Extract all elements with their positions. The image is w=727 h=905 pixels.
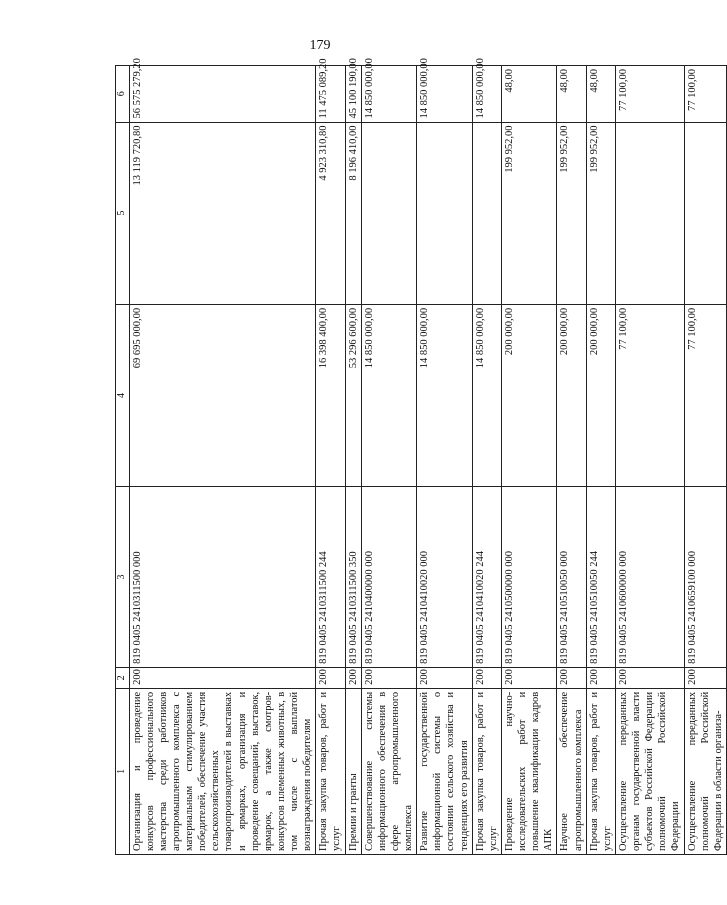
table-row [615,66,684,855]
row-kbk-cell: 819 0405 2410311500 350 [345,487,361,668]
row-code-cell: 200 [129,667,316,688]
row-code-cell: 200 [417,667,473,688]
row-remainder-cell: 45 100 190,00 [345,66,361,123]
row-code-cell: 200 [501,667,557,688]
row-plan-cell: 200 000,00 [557,304,586,486]
table-row [684,66,726,855]
table-row [417,66,473,855]
row-executed-cell [472,122,501,304]
table-row [557,66,586,855]
row-code-cell: 200 [472,667,501,688]
row-code-cell: 200 [586,667,615,688]
row-remainder-cell: 14 850 000,00 [417,66,473,123]
row-remainder-cell: 48,00 [586,66,615,123]
row-code-cell: 200 [615,667,684,688]
row-executed-cell [684,122,726,304]
row-kbk-cell: 819 0405 2410500000 000 [501,487,557,668]
row-kbk-cell: 819 0405 2410311500 000 [129,487,316,668]
row-remainder-cell: 77 100,00 [684,66,726,123]
header-row [116,66,130,855]
row-plan-cell: 200 000,00 [501,304,557,486]
header-cell: 1 [116,688,130,854]
row-name-cell: Прочая закупка товаров, работ и услуг [586,688,615,854]
row-kbk-cell: 819 0405 2410510050 244 [586,487,615,668]
table-row [586,66,615,855]
row-executed-cell [361,122,417,304]
header-cell: 6 [116,66,130,123]
row-remainder-cell: 56 575 279,20 [129,66,316,123]
row-kbk-cell: 819 0405 2410311500 244 [316,487,345,668]
row-remainder-cell: 48,00 [501,66,557,123]
row-executed-cell: 4 923 310,80 [316,122,345,304]
budget-table [115,58,727,855]
row-name-cell: Прочая закупка товаров, работ и услуг [472,688,501,854]
row-kbk-cell: 819 0405 2410600000 000 [615,487,684,668]
row-code-cell: 200 [361,667,417,688]
row-executed-cell: 13 119 720,80 [129,122,316,304]
table-row [501,66,557,855]
row-name-cell: Развитие государственной информационной системы о состоянии сельского хозяйства и тенденциях его развития [417,688,473,854]
row-name-cell: Премии и гранты [345,688,361,854]
row-name-cell: Прочая закупка товаров, работ и услуг [316,688,345,854]
row-plan-cell: 14 850 000,00 [361,304,417,486]
row-plan-cell: 200 000,00 [586,304,615,486]
table-row [472,66,501,855]
row-name-cell: Научное обеспечение агропромышленного комплекса [557,688,586,854]
row-name-cell: Осуществление переданных органам государственной власти субъектов Российской Федерации полномочий Российской Федерации [615,688,684,854]
row-kbk-cell: 819 0405 2410400000 000 [361,487,417,668]
row-executed-cell: 8 196 410,00 [345,122,361,304]
header-cell: 3 [116,487,130,668]
table-row [316,66,345,855]
row-plan-cell: 16 398 400,00 [316,304,345,486]
row-executed-cell [417,122,473,304]
row-kbk-cell: 819 0405 2410510050 000 [557,487,586,668]
row-name-cell: Осуществление переданных полномочий Российской Федерации в области организа- [684,688,726,854]
row-kbk-cell: 819 0405 2410659100 000 [684,487,726,668]
row-remainder-cell: 11 475 089,20 [316,66,345,123]
row-name-cell: Проведение научно-исследовательских работ и повышение квалификации кадров АПК [501,688,557,854]
page-number: 179 [309,38,331,53]
row-remainder-cell: 14 850 000,00 [361,66,417,123]
header-cell: 4 [116,304,130,486]
rotated-table-container [115,58,724,855]
row-executed-cell [615,122,684,304]
row-remainder-cell: 14 850 000,00 [472,66,501,123]
row-executed-cell: 199 952,00 [501,122,557,304]
table-row [361,66,417,855]
header-cell: 5 [116,122,130,304]
row-plan-cell: 53 296 600,00 [345,304,361,486]
row-kbk-cell: 819 0405 2410410020 000 [417,487,473,668]
row-kbk-cell: 819 0405 2410410020 244 [472,487,501,668]
row-code-cell: 200 [316,667,345,688]
table-row [345,66,361,855]
row-remainder-cell: 48,00 [557,66,586,123]
row-name-cell: Совершенствование системы информационного обеспечения в сфере агропромышленного комплекса [361,688,417,854]
row-executed-cell: 199 952,00 [586,122,615,304]
row-executed-cell: 199 952,00 [557,122,586,304]
row-code-cell: 200 [345,667,361,688]
header-cell: 2 [116,667,130,688]
table-row [129,66,316,855]
row-remainder-cell: 77 100,00 [615,66,684,123]
row-plan-cell: 14 850 000,00 [472,304,501,486]
row-code-cell: 200 [684,667,726,688]
row-plan-cell: 77 100,00 [615,304,684,486]
row-name-cell: Организация и проведение конкурсов профессионального мастерства среди работников агропромышленного комплекса с материальным стимулированием победителей, обеспечение участия сельскохозяйственных товаропроизводителей в выставках и ярмарках, организация и проведение совещаний, выставок, ярмарок, а также смотров-конкурсов племенных животных, в том числе с выплатой вознаграждения победителям [129,688,316,854]
row-code-cell: 200 [557,667,586,688]
row-plan-cell: 77 100,00 [684,304,726,486]
row-plan-cell: 69 695 000,00 [129,304,316,486]
row-plan-cell: 14 850 000,00 [417,304,473,486]
